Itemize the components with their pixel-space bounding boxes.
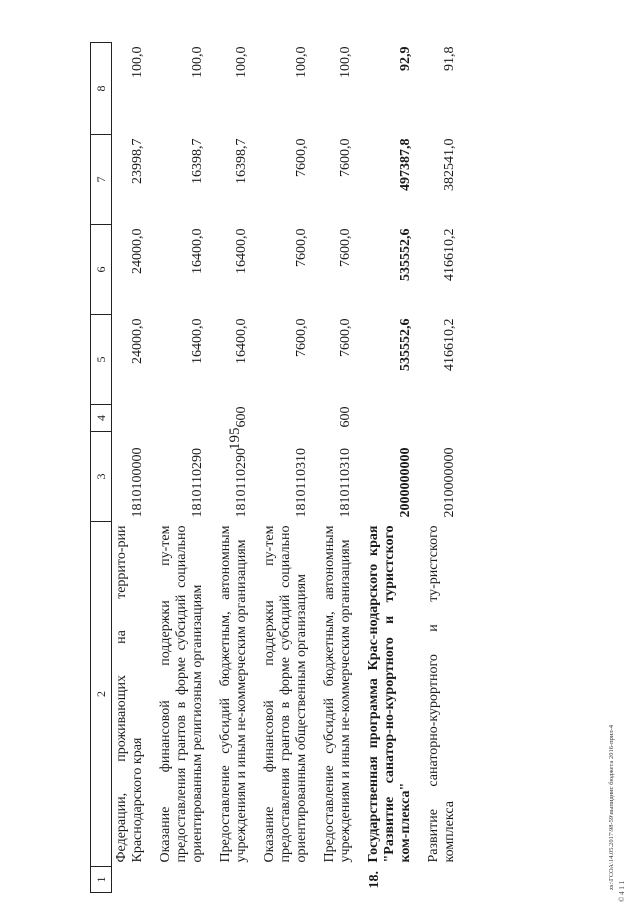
row-value-col7: 23998,7 xyxy=(130,138,145,184)
row-expense-type: 600 xyxy=(234,406,249,428)
row-code: 2000000000 xyxy=(398,447,413,518)
row-name: Оказание финансовой поддержки пу-тем предоставления грантов в форме субсидий социально ориентированным религиозным организациям xyxy=(158,525,205,863)
row-expense-type xyxy=(364,405,424,432)
row-number: 18. xyxy=(367,871,382,889)
row-value-col5: 7600,0 xyxy=(294,318,309,357)
row-expense-type xyxy=(112,405,157,432)
table-row xyxy=(156,43,216,893)
row-name: Предоставление субсидий бюджетным, автономным учреждениям и иным не-коммерческим организациям xyxy=(218,525,249,863)
table-row xyxy=(364,43,424,893)
row-value-col5: 16400,0 xyxy=(190,318,205,364)
row-value-col8: 92,9 xyxy=(398,46,413,71)
row-code: 1810110310 xyxy=(294,448,309,518)
row-name: Предоставление субсидий бюджетным, автономным учреждениям и иным не-коммерческим организациям xyxy=(322,525,353,863)
row-expense-type xyxy=(424,405,468,432)
row-value-col7: 16398,7 xyxy=(234,138,249,184)
row-value-col7: 497387,8 xyxy=(398,138,413,191)
row-value-col8: 100,0 xyxy=(294,46,309,78)
row-expense-type xyxy=(156,405,216,432)
row-value-col6: 416610,2 xyxy=(442,228,457,281)
row-code: 1810110310 xyxy=(338,448,353,518)
row-number xyxy=(424,867,468,893)
row-value-col5: 535552,6 xyxy=(398,318,413,371)
row-code: 2010000000 xyxy=(442,447,457,518)
row-value-col8: 91,8 xyxy=(442,46,457,71)
column-header: 3 xyxy=(91,432,112,522)
row-name: Развитие санаторно-курортного и ту-ристского комплекса xyxy=(426,525,457,863)
table-row xyxy=(424,43,468,893)
row-value-col6: 16400,0 xyxy=(234,228,249,274)
row-expense-type: 600 xyxy=(338,406,353,428)
row-code: 1810110290 xyxy=(234,448,249,518)
row-code: 1810100000 xyxy=(130,447,145,518)
row-number xyxy=(156,867,216,893)
table-row xyxy=(112,43,157,893)
column-header: 2 xyxy=(91,522,112,867)
table-header-row xyxy=(91,43,112,893)
row-value-col8: 100,0 xyxy=(234,46,249,78)
row-number xyxy=(112,867,157,893)
row-name: Федерации, проживающих на террито-рии Краснодарского края xyxy=(114,525,145,863)
row-value-col8: 100,0 xyxy=(338,46,353,78)
row-number xyxy=(260,867,320,893)
row-value-col7: 16398,7 xyxy=(190,138,205,184)
row-value-col5: 7600,0 xyxy=(338,318,353,357)
budget-table xyxy=(90,42,468,893)
row-code: 1810110290 xyxy=(190,448,205,518)
row-number xyxy=(320,867,364,893)
table-row xyxy=(260,43,320,893)
row-name: Оказание финансовой поддержки пу-тем предоставления грантов в форме субсидий социально ориентированным общественным организациям xyxy=(262,525,309,863)
column-header: 4 xyxy=(91,405,112,432)
row-expense-type xyxy=(260,405,320,432)
column-header: 8 xyxy=(91,43,112,135)
corner-mark: © 4 1 1 xyxy=(618,880,626,902)
table-row xyxy=(320,43,364,893)
budget-table-sheet xyxy=(90,43,590,893)
row-value-col7: 382541,0 xyxy=(442,138,457,191)
row-value-col5: 16400,0 xyxy=(234,318,249,364)
row-value-col5: 416610,2 xyxy=(442,318,457,371)
row-value-col6: 24000,0 xyxy=(130,228,145,274)
row-value-col7: 7600,0 xyxy=(294,138,309,177)
row-value-col8: 100,0 xyxy=(130,46,145,78)
row-number xyxy=(216,867,260,893)
row-value-col6: 7600,0 xyxy=(294,228,309,267)
row-value-col6: 16400,0 xyxy=(190,228,205,274)
footer-file-path: zs:\ГСОА\14.05.2017\98-59\выпиднис бюджета 2016-прил-4 xyxy=(608,725,615,890)
column-header: 1 xyxy=(91,867,112,893)
row-value-col6: 7600,0 xyxy=(338,228,353,267)
row-value-col5: 24000,0 xyxy=(130,318,145,364)
row-value-col7: 7600,0 xyxy=(338,138,353,177)
table-row xyxy=(216,43,260,893)
page-number: 195 xyxy=(227,427,243,450)
row-value-col6: 535552,6 xyxy=(398,228,413,281)
row-name: Государственная программа Крас-нодарского края "Развитие санатор-но-курортного и туристского ком-плекса" xyxy=(366,525,413,863)
column-header: 5 xyxy=(91,315,112,405)
column-header: 6 xyxy=(91,225,112,315)
row-value-col8: 100,0 xyxy=(190,46,205,78)
column-header: 7 xyxy=(91,135,112,225)
